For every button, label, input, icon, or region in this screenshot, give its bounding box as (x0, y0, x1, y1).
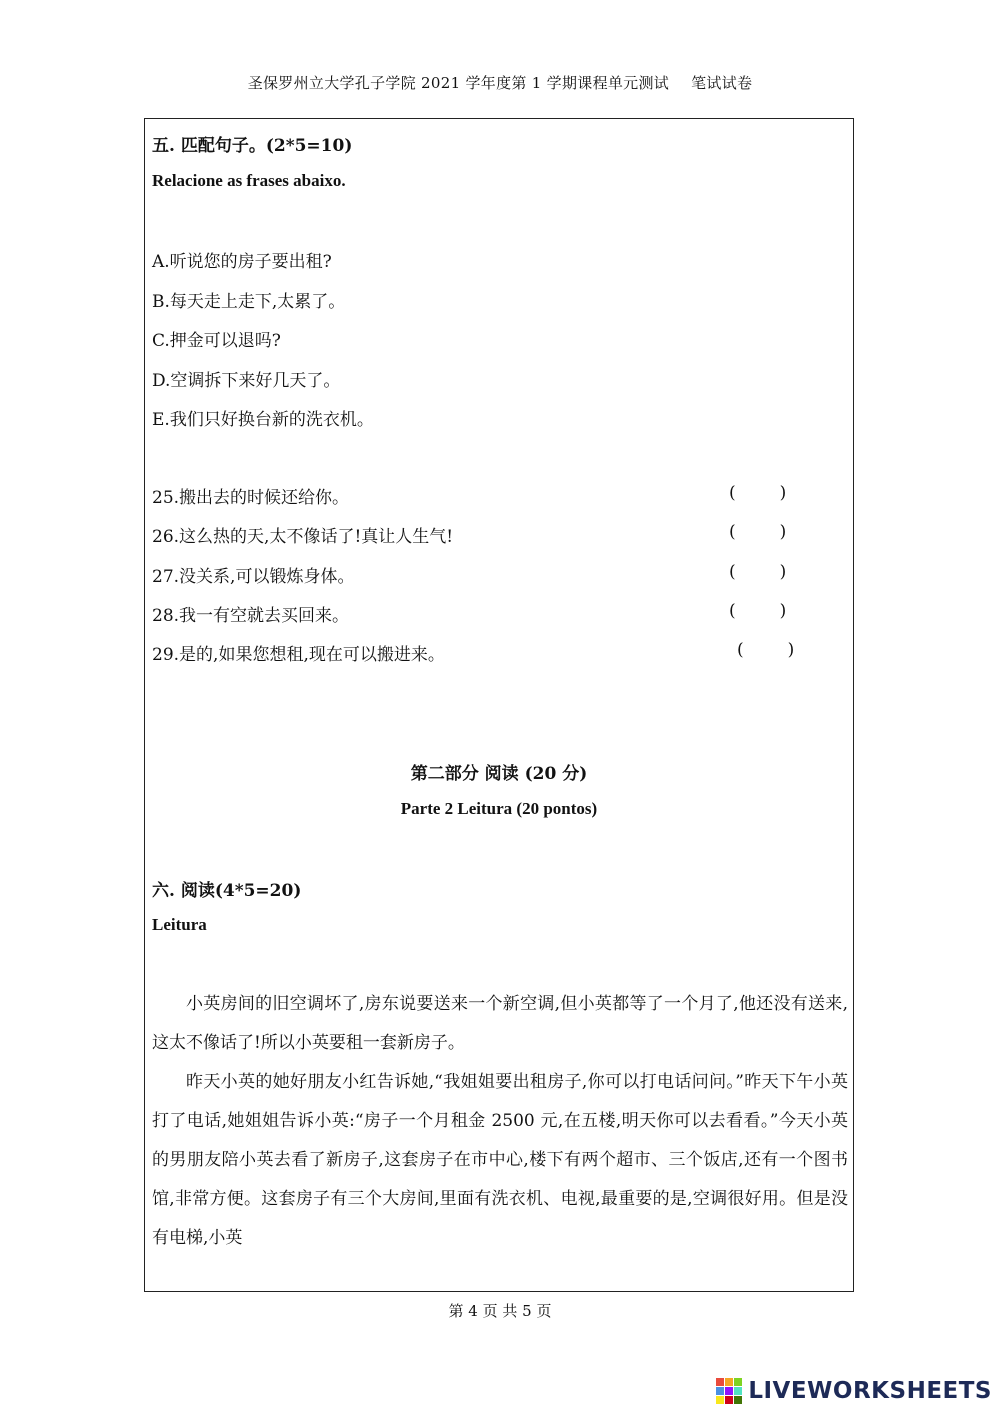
question-29: 29.是的,如果您想租,现在可以搬进来。 (152, 645, 445, 665)
liveworksheets-logo[interactable] (716, 1378, 992, 1404)
logo-cell (734, 1396, 742, 1404)
option-a: A.听说您的房子要出租? (152, 252, 332, 272)
section6-heading: 六. 阅读(4*5=20) (152, 881, 302, 901)
option-e: E.我们只好换台新的洗衣机。 (152, 410, 374, 430)
reading-paragraph-2: 昨天小英的她好朋友小红告诉她,“我姐姐要出租房子,你可以打电话问问。”昨天下午小英打了电话,她姐姐告诉小英:“房子一个月租金 2500 元,在五楼,明天你可以去看看。”今天小英的男朋友陪小英去看了新房子,这套房子在市中心,楼下有两个超市、三个饭店,还有一个图书馆,非常方便。这套房子有三个大房间,里面有洗衣机、电视,最重要的是,空调很好用。但是没有电梯,小英 (152, 1072, 848, 1248)
part2-title: 第二部分 阅读 (20 分) (410, 764, 588, 784)
question-27: 27.没关系,可以锻炼身体。 (152, 567, 355, 587)
answer-blank-26[interactable]: ( ) (729, 522, 787, 542)
question-28: 28.我一有空就去买回来。 (152, 606, 350, 626)
exam-subtitle: 笔试试卷 (691, 74, 753, 92)
page-number: 第 4 页 共 5 页 (448, 1302, 552, 1320)
brand-name: LIVEWORKSHEETS (748, 1378, 992, 1404)
logo-cell (716, 1378, 724, 1386)
option-c: C.押金可以退吗? (152, 331, 281, 351)
logo-cell (734, 1387, 742, 1395)
logo-cell (725, 1378, 733, 1386)
reading-paragraph-1: 小英房间的旧空调坏了,房东说要送来一个新空调,但小英都等了一个月了,他还没有送来,这太不像话了!所以小英要租一套新房子。 (152, 994, 848, 1053)
section6-heading-pt: Leitura (152, 915, 207, 934)
answer-blank-28[interactable]: ( ) (729, 601, 787, 621)
answer-blank-25[interactable]: ( ) (729, 483, 787, 503)
logo-cell (734, 1378, 742, 1386)
section5-heading-pt: Relacione as frases abaixo. (152, 171, 346, 190)
option-d: D.空调拆下来好几天了。 (152, 371, 341, 391)
logo-cell (725, 1387, 733, 1395)
answer-blank-29[interactable]: ( ) (737, 640, 795, 660)
logo-cell (716, 1396, 724, 1404)
exam-title: 圣保罗州立大学孔子学院 2021 学年度第 1 学期课程单元测试 (247, 74, 670, 92)
worksheet-frame (144, 118, 854, 1292)
logo-cell (716, 1387, 724, 1395)
question-26: 26.这么热的天,太不像话了!真让人生气! (152, 527, 454, 547)
question-25: 25.搬出去的时候还给你。 (152, 488, 350, 508)
logo-cell (725, 1396, 733, 1404)
logo-grid-icon (716, 1378, 742, 1404)
exam-header (0, 72, 1000, 93)
answer-blank-27[interactable]: ( ) (729, 562, 787, 582)
part2-title-pt: Parte 2 Leitura (20 pontos) (400, 799, 598, 818)
section5-heading: 五. 匹配句子。(2*5=10) (152, 136, 353, 156)
option-b: B.每天走上走下,太累了。 (152, 292, 346, 312)
